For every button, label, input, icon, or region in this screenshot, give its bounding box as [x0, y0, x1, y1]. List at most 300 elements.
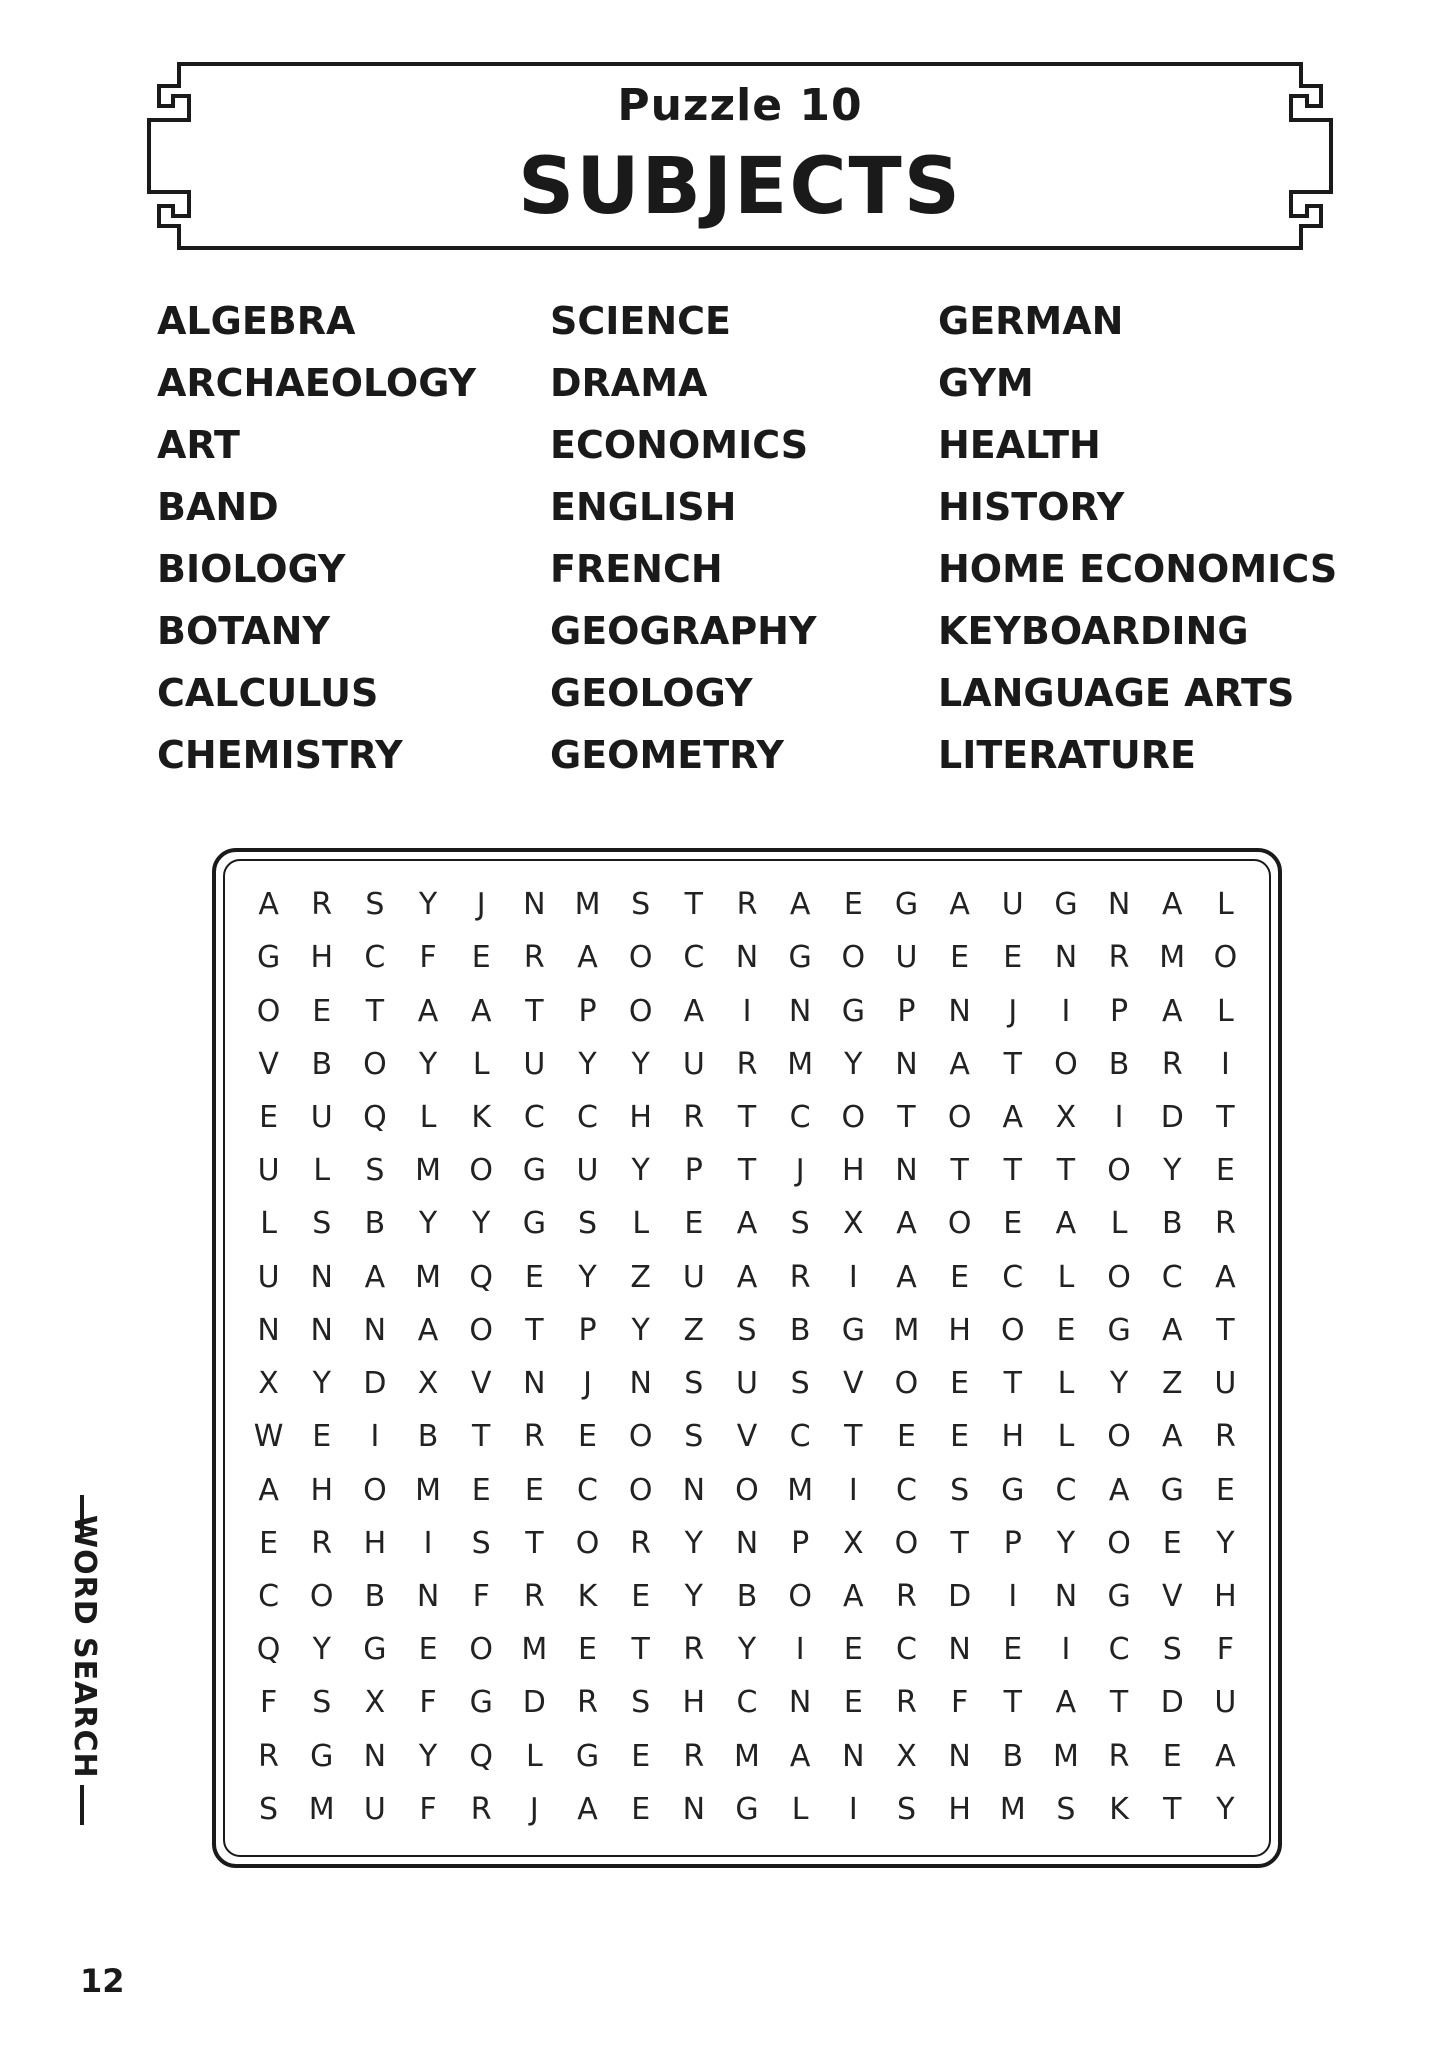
grid-letter[interactable]: J — [795, 1153, 805, 1189]
grid-letter[interactable]: O — [1054, 1046, 1078, 1082]
grid-letter[interactable]: O — [256, 993, 281, 1029]
grid-letter[interactable]: O — [947, 1206, 972, 1242]
grid-letter[interactable]: S — [312, 1206, 332, 1242]
grid-letter[interactable]: O — [1107, 1153, 1131, 1189]
grid-letter[interactable]: A — [577, 940, 598, 976]
grid-letter[interactable]: S — [684, 1366, 704, 1402]
grid-letter[interactable]: Q — [256, 1632, 281, 1668]
grid-letter[interactable]: N — [682, 1472, 706, 1508]
grid-letter[interactable]: N — [735, 1525, 759, 1561]
grid-letter[interactable]: M — [415, 1472, 441, 1508]
grid-letter[interactable]: B — [1161, 1206, 1183, 1242]
grid-letter[interactable]: P — [578, 1312, 597, 1348]
grid-letter[interactable]: G — [788, 940, 812, 976]
grid-letter[interactable]: H — [1001, 1419, 1025, 1455]
grid-letter[interactable]: O — [628, 1472, 653, 1508]
grid-letter[interactable]: X — [417, 1366, 439, 1402]
grid-letter[interactable]: F — [472, 1578, 490, 1614]
grid-letter[interactable]: E — [471, 1472, 491, 1508]
grid-letter[interactable]: E — [259, 1525, 279, 1561]
grid-letter[interactable]: C — [258, 1578, 280, 1614]
grid-letter[interactable]: E — [950, 940, 970, 976]
grid-letter[interactable]: Y — [1109, 1366, 1129, 1402]
grid-letter[interactable]: Y — [578, 1259, 597, 1295]
grid-letter[interactable]: Y — [684, 1578, 703, 1614]
grid-letter[interactable]: A — [1055, 1206, 1077, 1242]
grid-letter[interactable]: R — [523, 1578, 545, 1614]
grid-letter[interactable]: Z — [683, 1312, 705, 1348]
grid-letter[interactable]: T — [365, 993, 385, 1029]
grid-letter[interactable]: M — [415, 1153, 441, 1189]
grid-letter[interactable]: M — [787, 1472, 814, 1508]
grid-letter[interactable]: Y — [312, 1366, 331, 1402]
grid-letter[interactable]: A — [1161, 887, 1183, 923]
grid-letter[interactable]: Y — [1216, 1525, 1235, 1561]
grid-letter[interactable]: E — [418, 1632, 438, 1668]
grid-letter[interactable]: H — [629, 1099, 652, 1135]
grid-letter[interactable]: A — [258, 1472, 279, 1508]
grid-letter[interactable]: M — [893, 1312, 920, 1348]
grid-letter[interactable]: O — [1107, 1259, 1131, 1295]
grid-letter[interactable]: X — [258, 1366, 279, 1402]
grid-letter[interactable]: U — [576, 1153, 599, 1189]
grid-letter[interactable]: T — [525, 1312, 544, 1348]
grid-letter[interactable]: B — [311, 1046, 333, 1082]
grid-letter[interactable]: S — [790, 1366, 810, 1402]
grid-letter[interactable]: R — [523, 1419, 545, 1455]
grid-letter[interactable]: C — [736, 1685, 758, 1721]
grid-letter[interactable]: M — [1052, 1738, 1079, 1774]
grid-letter[interactable]: P — [1003, 1525, 1022, 1561]
grid-letter[interactable]: O — [947, 1099, 972, 1135]
grid-letter[interactable]: O — [788, 1578, 812, 1614]
grid-letter[interactable]: A — [896, 1259, 917, 1295]
grid-letter[interactable]: N — [788, 1685, 812, 1721]
grid-letter[interactable]: F — [419, 1685, 437, 1721]
grid-letter[interactable]: T — [525, 993, 544, 1029]
grid-letter[interactable]: G — [256, 940, 281, 976]
grid-letter[interactable]: U — [895, 940, 918, 976]
grid-letter[interactable]: U — [310, 1099, 333, 1135]
grid-letter[interactable]: P — [578, 993, 597, 1029]
grid-letter[interactable]: R — [736, 1046, 758, 1082]
grid-letter[interactable]: A — [417, 993, 439, 1029]
grid-letter[interactable]: Y — [418, 1738, 438, 1774]
grid-letter[interactable]: H — [682, 1685, 706, 1721]
grid-letter[interactable]: O — [628, 993, 653, 1029]
grid-letter[interactable]: N — [363, 1312, 387, 1348]
grid-letter[interactable]: E — [631, 1578, 651, 1614]
grid-letter[interactable]: R — [1214, 1206, 1236, 1242]
grid-letter[interactable]: H — [948, 1312, 971, 1348]
grid-letter[interactable]: S — [631, 1685, 651, 1721]
grid-letter[interactable]: E — [631, 1738, 651, 1774]
grid-letter[interactable]: C — [895, 1632, 917, 1668]
grid-letter[interactable]: N — [416, 1578, 440, 1614]
grid-letter[interactable]: U — [1214, 1366, 1237, 1402]
grid-letter[interactable]: N — [895, 1153, 918, 1189]
grid-letter[interactable]: U — [257, 1153, 280, 1189]
grid-letter[interactable]: L — [1057, 1419, 1075, 1455]
grid-letter[interactable]: Y — [1163, 1153, 1182, 1189]
grid-letter[interactable]: A — [1161, 1419, 1183, 1455]
grid-letter[interactable]: R — [789, 1259, 811, 1295]
grid-letter[interactable]: R — [630, 1525, 652, 1561]
grid-letter[interactable]: J — [1008, 993, 1018, 1029]
grid-letter[interactable]: H — [363, 1525, 387, 1561]
grid-letter[interactable]: A — [1215, 1738, 1236, 1774]
grid-letter[interactable]: M — [999, 1791, 1026, 1827]
grid-letter[interactable]: E — [843, 1632, 863, 1668]
grid-letter[interactable]: G — [1001, 1472, 1025, 1508]
grid-letter[interactable]: M — [521, 1632, 548, 1668]
grid-letter[interactable]: L — [1217, 993, 1234, 1029]
grid-letter[interactable]: C — [1055, 1472, 1077, 1508]
grid-letter[interactable]: O — [1107, 1419, 1131, 1455]
grid-letter[interactable]: E — [312, 993, 332, 1029]
grid-letter[interactable]: R — [736, 887, 758, 923]
grid-letter[interactable]: G — [469, 1685, 493, 1721]
grid-letter[interactable]: O — [841, 940, 866, 976]
grid-letter[interactable]: T — [1109, 1685, 1129, 1721]
grid-letter[interactable]: B — [1108, 1046, 1130, 1082]
grid-letter[interactable]: E — [1003, 1632, 1023, 1668]
grid-letter[interactable]: N — [948, 993, 971, 1029]
grid-letter[interactable]: H — [310, 1472, 334, 1508]
grid-letter[interactable]: F — [950, 1685, 969, 1721]
grid-letter[interactable]: A — [1055, 1685, 1077, 1721]
grid-letter[interactable]: E — [950, 1366, 970, 1402]
grid-letter[interactable]: V — [736, 1419, 758, 1455]
grid-letter[interactable]: R — [311, 1525, 333, 1561]
grid-letter[interactable]: V — [258, 1046, 279, 1082]
grid-letter[interactable]: L — [791, 1791, 809, 1827]
grid-letter[interactable]: N — [257, 1312, 280, 1348]
grid-letter[interactable]: E — [471, 940, 491, 976]
grid-letter[interactable]: C — [1108, 1632, 1130, 1668]
grid-letter[interactable]: A — [896, 1206, 917, 1242]
grid-letter[interactable]: U — [736, 1366, 758, 1402]
grid-letter[interactable]: F — [1216, 1632, 1235, 1668]
grid-letter[interactable]: D — [522, 1685, 546, 1721]
grid-letter[interactable]: R — [1161, 1046, 1183, 1082]
grid-letter[interactable]: Q — [363, 1099, 387, 1135]
grid-letter[interactable]: R — [683, 1738, 705, 1774]
grid-letter[interactable]: C — [523, 1099, 545, 1135]
grid-letter[interactable]: O — [1107, 1525, 1131, 1561]
grid-letter[interactable]: V — [1161, 1578, 1183, 1614]
grid-letter[interactable]: A — [1161, 993, 1183, 1029]
grid-letter[interactable]: O — [575, 1525, 600, 1561]
grid-letter[interactable]: R — [896, 1578, 917, 1614]
grid-letter[interactable]: A — [1108, 1472, 1130, 1508]
grid-letter[interactable]: H — [310, 940, 334, 976]
grid-letter[interactable]: E — [524, 1259, 544, 1295]
grid-letter[interactable]: M — [1159, 940, 1186, 976]
grid-letter[interactable]: G — [1160, 1472, 1184, 1508]
grid-letter[interactable]: Y — [1056, 1525, 1076, 1561]
grid-letter[interactable]: T — [1003, 1366, 1022, 1402]
grid-letter[interactable]: Y — [312, 1632, 331, 1668]
grid-letter[interactable]: A — [736, 1259, 758, 1295]
grid-letter[interactable]: P — [1110, 993, 1129, 1029]
grid-letter[interactable]: Y — [631, 1153, 650, 1189]
grid-letter[interactable]: N — [842, 1738, 865, 1774]
grid-letter[interactable]: A — [843, 1578, 864, 1614]
grid-letter[interactable]: H — [842, 1153, 865, 1189]
grid-letter[interactable]: A — [1215, 1259, 1236, 1295]
grid-letter[interactable]: E — [1162, 1525, 1182, 1561]
grid-letter[interactable]: B — [1002, 1738, 1024, 1774]
grid-letter[interactable]: N — [523, 1366, 546, 1402]
grid-letter[interactable]: G — [894, 887, 919, 923]
grid-letter[interactable]: E — [259, 1099, 279, 1135]
grid-letter[interactable]: U — [257, 1259, 280, 1295]
grid-letter[interactable]: Y — [844, 1046, 863, 1082]
grid-letter[interactable]: N — [1107, 887, 1131, 923]
grid-letter[interactable]: T — [1003, 1153, 1022, 1189]
grid-letter[interactable]: D — [1160, 1099, 1184, 1135]
grid-letter[interactable]: U — [682, 1259, 705, 1295]
grid-letter[interactable]: C — [1161, 1259, 1183, 1295]
grid-letter[interactable]: T — [1163, 1791, 1182, 1827]
grid-letter[interactable]: N — [523, 887, 546, 923]
grid-letter[interactable]: L — [313, 1153, 331, 1189]
grid-letter[interactable]: F — [419, 1791, 437, 1827]
grid-letter[interactable]: O — [1213, 940, 1238, 976]
grid-letter[interactable]: C — [789, 1099, 811, 1135]
grid-letter[interactable]: Y — [418, 887, 438, 923]
grid-letter[interactable]: N — [310, 1312, 333, 1348]
grid-letter[interactable]: U — [363, 1791, 386, 1827]
grid-letter[interactable]: I — [370, 1419, 380, 1455]
grid-letter[interactable]: O — [469, 1153, 494, 1189]
grid-letter[interactable]: N — [948, 1738, 971, 1774]
grid-letter[interactable]: B — [736, 1578, 758, 1614]
grid-letter[interactable]: C — [895, 1472, 917, 1508]
grid-letter[interactable]: Y — [418, 1206, 438, 1242]
grid-letter[interactable]: L — [472, 1046, 490, 1082]
grid-letter[interactable]: R — [1214, 1419, 1236, 1455]
grid-letter[interactable]: L — [526, 1738, 543, 1774]
grid-letter[interactable]: S — [737, 1312, 757, 1348]
grid-letter[interactable]: M — [734, 1738, 760, 1774]
grid-letter[interactable]: T — [472, 1419, 491, 1455]
grid-letter[interactable]: C — [683, 940, 705, 976]
grid-letter[interactable]: O — [363, 1472, 387, 1508]
grid-letter[interactable]: E — [578, 1632, 597, 1668]
grid-letter[interactable]: O — [894, 1366, 919, 1402]
grid-letter[interactable]: H — [1214, 1578, 1237, 1614]
grid-letter[interactable]: O — [469, 1312, 494, 1348]
grid-letter[interactable]: T — [950, 1153, 969, 1189]
grid-letter[interactable]: W — [253, 1419, 284, 1455]
grid-letter[interactable]: U — [1214, 1685, 1237, 1721]
grid-letter[interactable]: G — [735, 1791, 759, 1827]
grid-letter[interactable]: I — [423, 1525, 433, 1561]
grid-letter[interactable]: A — [1002, 1099, 1024, 1135]
grid-letter[interactable]: T — [1216, 1099, 1235, 1135]
grid-letter[interactable]: T — [737, 1099, 757, 1135]
grid-letter[interactable]: B — [417, 1419, 439, 1455]
grid-letter[interactable]: O — [628, 1419, 653, 1455]
grid-letter[interactable]: O — [894, 1525, 919, 1561]
grid-letter[interactable]: I — [1114, 1099, 1124, 1135]
grid-letter[interactable]: T — [737, 1153, 757, 1189]
grid-letter[interactable]: R — [258, 1738, 279, 1774]
grid-letter[interactable]: R — [1108, 940, 1130, 976]
grid-letter[interactable]: Y — [578, 1046, 597, 1082]
grid-letter[interactable]: O — [841, 1099, 866, 1135]
grid-letter[interactable]: G — [841, 993, 865, 1029]
grid-letter[interactable]: T — [1056, 1153, 1076, 1189]
grid-letter[interactable]: I — [795, 1632, 805, 1668]
grid-letter[interactable]: O — [628, 940, 653, 976]
grid-letter[interactable]: G — [363, 1632, 387, 1668]
grid-letter[interactable]: Y — [631, 1046, 650, 1082]
grid-letter[interactable]: E — [950, 1419, 970, 1455]
grid-letter[interactable]: L — [1110, 1206, 1128, 1242]
grid-letter[interactable]: E — [1215, 1153, 1235, 1189]
grid-letter[interactable]: E — [631, 1791, 651, 1827]
grid-letter[interactable]: G — [310, 1738, 334, 1774]
grid-letter[interactable]: M — [415, 1259, 441, 1295]
grid-letter[interactable]: R — [683, 1632, 705, 1668]
grid-letter[interactable]: E — [578, 1419, 597, 1455]
grid-letter[interactable]: S — [471, 1525, 491, 1561]
grid-letter[interactable]: S — [950, 1472, 970, 1508]
grid-letter[interactable]: K — [577, 1578, 598, 1614]
grid-letter[interactable]: N — [948, 1632, 971, 1668]
grid-letter[interactable]: U — [1001, 887, 1024, 923]
grid-letter[interactable]: H — [948, 1791, 971, 1827]
grid-letter[interactable]: I — [742, 993, 752, 1029]
grid-letter[interactable]: U — [682, 1046, 705, 1082]
grid-letter[interactable]: J — [583, 1366, 592, 1402]
grid-letter[interactable]: A — [949, 887, 970, 923]
grid-letter[interactable]: I — [848, 1259, 858, 1295]
grid-letter[interactable]: T — [844, 1419, 863, 1455]
grid-letter[interactable]: G — [1107, 1312, 1131, 1348]
grid-letter[interactable]: L — [260, 1206, 277, 1242]
grid-letter[interactable]: A — [789, 1738, 811, 1774]
grid-letter[interactable]: S — [365, 1153, 385, 1189]
grid-letter[interactable]: S — [1162, 1632, 1182, 1668]
grid-letter[interactable]: P — [684, 1153, 703, 1189]
grid-letter[interactable]: E — [1003, 940, 1023, 976]
grid-letter[interactable]: E — [1003, 1206, 1023, 1242]
grid-letter[interactable]: J — [529, 1791, 539, 1827]
grid-letter[interactable]: O — [1000, 1312, 1025, 1348]
grid-letter[interactable]: C — [364, 940, 386, 976]
grid-letter[interactable]: A — [577, 1791, 598, 1827]
grid-letter[interactable]: T — [684, 887, 703, 923]
grid-letter[interactable]: C — [1002, 1259, 1024, 1295]
grid-letter[interactable]: Q — [469, 1738, 494, 1774]
grid-letter[interactable]: I — [1061, 993, 1071, 1029]
grid-letter[interactable]: G — [1107, 1578, 1131, 1614]
grid-letter[interactable]: Q — [469, 1259, 494, 1295]
grid-letter[interactable]: Z — [630, 1259, 651, 1295]
grid-letter[interactable]: N — [735, 940, 759, 976]
grid-letter[interactable]: D — [948, 1578, 972, 1614]
grid-letter[interactable]: P — [791, 1525, 810, 1561]
grid-letter[interactable]: N — [1054, 1578, 1078, 1614]
grid-letter[interactable]: G — [841, 1312, 865, 1348]
grid-letter[interactable]: S — [790, 1206, 810, 1242]
grid-letter[interactable]: A — [949, 1046, 970, 1082]
grid-letter[interactable]: S — [1056, 1791, 1076, 1827]
grid-letter[interactable]: A — [789, 887, 811, 923]
grid-letter[interactable]: E — [524, 1472, 544, 1508]
grid-letter[interactable]: R — [577, 1685, 598, 1721]
grid-letter[interactable]: I — [1220, 1046, 1230, 1082]
grid-letter[interactable]: T — [1003, 1046, 1022, 1082]
grid-letter[interactable]: O — [735, 1472, 759, 1508]
grid-letter[interactable]: I — [1061, 1632, 1071, 1668]
grid-letter[interactable]: R — [683, 1099, 705, 1135]
grid-letter[interactable]: T — [950, 1525, 969, 1561]
grid-letter[interactable]: L — [1057, 1366, 1075, 1402]
grid-letter[interactable]: S — [631, 887, 651, 923]
grid-letter[interactable]: L — [632, 1206, 650, 1242]
grid-letter[interactable]: G — [522, 1206, 546, 1242]
grid-letter[interactable]: Y — [631, 1312, 650, 1348]
grid-letter[interactable]: K — [471, 1099, 492, 1135]
grid-letter[interactable]: Y — [737, 1632, 757, 1668]
grid-letter[interactable]: I — [1008, 1578, 1018, 1614]
grid-letter[interactable]: N — [1054, 940, 1078, 976]
grid-letter[interactable]: X — [364, 1685, 386, 1721]
grid-letter[interactable]: B — [364, 1578, 386, 1614]
grid-letter[interactable]: R — [1108, 1738, 1130, 1774]
grid-letter[interactable]: B — [364, 1206, 386, 1242]
grid-letter[interactable]: T — [897, 1099, 916, 1135]
grid-letter[interactable]: V — [843, 1366, 864, 1402]
grid-letter[interactable]: X — [896, 1738, 917, 1774]
grid-letter[interactable]: E — [1056, 1312, 1076, 1348]
grid-letter[interactable]: A — [736, 1206, 758, 1242]
grid-letter[interactable]: T — [631, 1632, 650, 1668]
grid-letter[interactable]: E — [1215, 1472, 1235, 1508]
grid-letter[interactable]: P — [897, 993, 916, 1029]
grid-letter[interactable]: G — [1054, 887, 1078, 923]
grid-letter[interactable]: F — [419, 940, 437, 976]
grid-letter[interactable]: R — [523, 940, 545, 976]
grid-letter[interactable]: F — [259, 1685, 278, 1721]
grid-letter[interactable]: S — [577, 1206, 598, 1242]
grid-letter[interactable]: Y — [684, 1525, 703, 1561]
grid-letter[interactable]: T — [1216, 1312, 1235, 1348]
grid-letter[interactable]: S — [896, 1791, 916, 1827]
grid-letter[interactable]: R — [470, 1791, 492, 1827]
grid-letter[interactable]: D — [363, 1366, 387, 1402]
grid-letter[interactable]: N — [363, 1738, 387, 1774]
grid-letter[interactable]: R — [896, 1685, 917, 1721]
grid-letter[interactable]: I — [848, 1791, 858, 1827]
grid-letter[interactable]: S — [684, 1419, 704, 1455]
grid-letter[interactable]: A — [417, 1312, 439, 1348]
grid-letter[interactable]: N — [788, 993, 812, 1029]
grid-letter[interactable]: J — [476, 887, 486, 923]
grid-letter[interactable]: I — [848, 1472, 858, 1508]
grid-letter[interactable]: R — [311, 887, 333, 923]
grid-letter[interactable]: X — [843, 1525, 864, 1561]
grid-letter[interactable]: N — [682, 1791, 706, 1827]
grid-letter[interactable]: O — [363, 1046, 387, 1082]
grid-letter[interactable]: A — [1161, 1312, 1183, 1348]
grid-letter[interactable]: X — [1055, 1099, 1077, 1135]
